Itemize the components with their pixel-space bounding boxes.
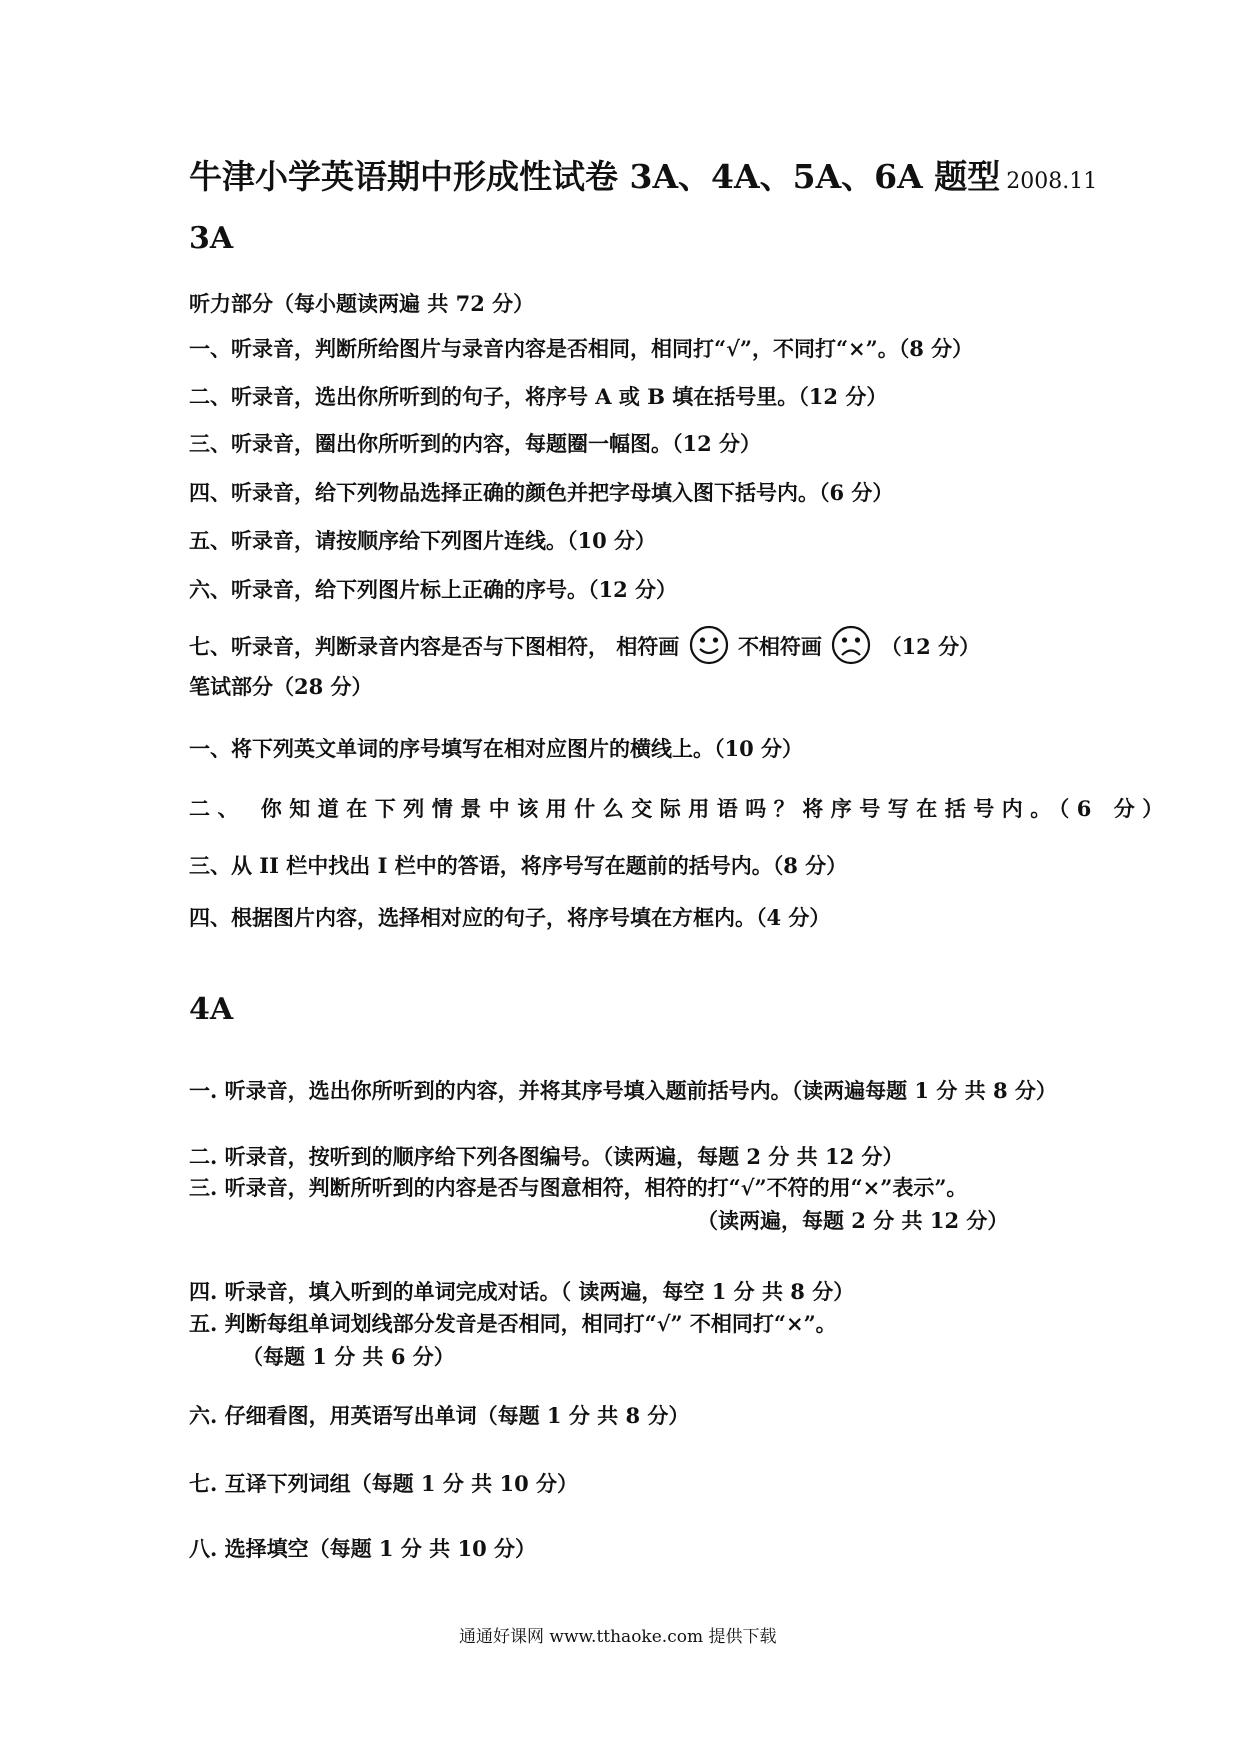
listening-item-3: 三、听录音，圈出你所听到的内容，每题圈一幅图。（12 分） bbox=[189, 431, 762, 456]
smiling-face-icon bbox=[689, 625, 729, 672]
question-4a-3-line1: 三. 听录音，判断所听到的内容是否与图意相符，相符的打“√”不符的用“×”表示”。 bbox=[189, 1175, 968, 1200]
question-4a-5-line1: 五. 判断每组单词划线部分发音是否相同，相同打“√” 不相同打“×”。 bbox=[189, 1311, 837, 1336]
listening-item-6: 六、听录音，给下列图片标上正确的序号。（12 分） bbox=[189, 577, 678, 602]
listening-item-5: 五、听录音，请按顺序给下列图片连线。（10 分） bbox=[189, 528, 657, 553]
listening-item-7-text-c: （12 分） bbox=[880, 634, 981, 659]
written-heading: 笔试部分（28 分） bbox=[189, 674, 373, 699]
title-date: 2008.11 bbox=[1006, 169, 1098, 194]
question-4a-3-line2: （读两遍，每题 2 分 共 12 分） bbox=[697, 1208, 1009, 1233]
written-item-1: 一、将下列英文单词的序号填写在相对应图片的横线上。（10 分） bbox=[189, 736, 804, 761]
listening-item-7-text-b: 不相符画 bbox=[737, 634, 822, 659]
listening-item-7-text-a: 七、听录音，判断录音内容是否与下图相符， 相符画 bbox=[189, 634, 680, 659]
question-4a-1: 一. 听录音，选出你所听到的内容，并将其序号填入题前括号内。（读两遍每题 1 分 共 8 分） bbox=[189, 1078, 1057, 1103]
question-4a-6: 六. 仔细看图，用英语写出单词（每题 1 分 共 8 分） bbox=[189, 1403, 690, 1428]
listening-item-1: 一、听录音，判断所给图片与录音内容是否相同，相同打“√”，不同打“×”。（8 分） bbox=[189, 336, 974, 361]
section-heading-3a: 3A bbox=[189, 221, 234, 256]
frowning-face-icon bbox=[831, 625, 871, 672]
question-4a-4: 四. 听录音，填入听到的单词完成对话。（ 读两遍，每空 1 分 共 8 分） bbox=[189, 1279, 855, 1304]
question-4a-8: 八. 选择填空（每题 1 分 共 10 分） bbox=[189, 1536, 537, 1561]
question-4a-2: 二. 听录音，按听到的顺序给下列各图编号。（读两遍，每题 2 分 共 12 分） bbox=[189, 1144, 904, 1169]
written-item-2: 二、 你知道在下列情景中该用什么交际用语吗？将序号写在括号内。（6 分） bbox=[189, 796, 1171, 821]
section-heading-4a: 4A bbox=[189, 992, 234, 1027]
document-title bbox=[189, 157, 1097, 202]
footer-credit: 通通好课网 www.tthaoke.com 提供下载 bbox=[459, 1627, 777, 1647]
title-text: 牛津小学英语期中形成性试卷 3A、4A、5A、6A 题型 bbox=[189, 157, 1001, 196]
listening-item-4: 四、听录音，给下列物品选择正确的颜色并把字母填入图下括号内。（6 分） bbox=[189, 480, 894, 505]
written-item-3: 三、从 II 栏中找出 I 栏中的答语，将序号写在题前的括号内。（8 分） bbox=[189, 853, 848, 878]
question-4a-5-line2: （每题 1 分 共 6 分） bbox=[242, 1344, 455, 1369]
listening-item-2: 二、听录音，选出你所听到的句子，将序号 A 或 B 填在括号里。（12 分） bbox=[189, 384, 888, 409]
question-4a-7: 七. 互译下列词组（每题 1 分 共 10 分） bbox=[189, 1471, 579, 1496]
listening-heading: 听力部分（每小题读两遍 共 72 分） bbox=[189, 291, 535, 316]
written-item-4: 四、根据图片内容，选择相对应的句子，将序号填在方框内。（4 分） bbox=[189, 905, 831, 930]
listening-item-7 bbox=[189, 625, 980, 672]
